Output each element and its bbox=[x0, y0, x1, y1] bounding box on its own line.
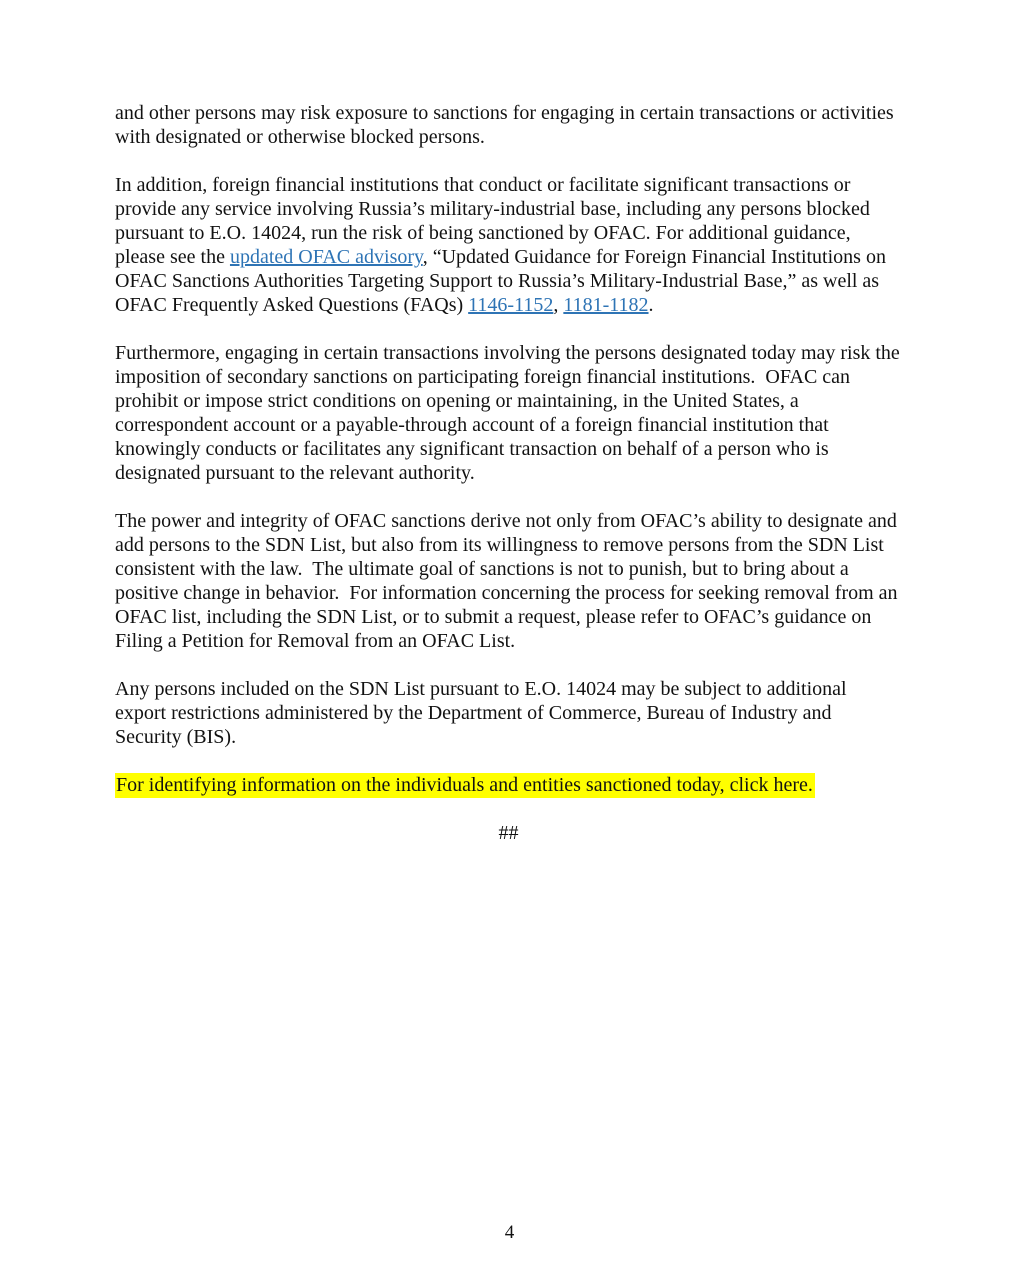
paragraph-sdn-removal: The power and integrity of OFAC sanctions derive not only from OFAC’s ability to designate and add persons to the SDN List, but also from its willingness to remove persons from the SDN List consistent with the law. The ultimate goal of sanctions is not to punish, but to bring about a positive change in behavior. For information concerning the process for seeking removal from an OFAC list, including the SDN List, or to submit a request, please refer to OFAC’s guidance on Filing a Petition for Removal from an OFAC List. bbox=[115, 510, 903, 652]
document-body bbox=[115, 101, 905, 869]
paragraph-secondary-sanctions: Furthermore, engaging in certain transactions involving the persons designated today may risk the imposition of secondary sanctions on participating foreign financial institutions. OFAC can prohibit or impose strict conditions on opening or maintaining, in the United States, a correspondent account or a payable-through account of a foreign financial institution that knowingly conducts or facilitates any significant transaction on behalf of a person who is designated pursuant to the relevant authority. bbox=[115, 342, 905, 484]
page-footer bbox=[0, 1222, 1019, 1244]
paragraph-ffi-guidance bbox=[115, 173, 902, 317]
link-faqs-1146-1152[interactable]: 1146-1152 bbox=[468, 294, 554, 316]
page-number: 4 bbox=[504, 1222, 515, 1243]
paragraph-text: . bbox=[648, 294, 654, 316]
link-updated-ofac-advisory[interactable]: updated OFAC advisory bbox=[229, 246, 423, 268]
paragraph-continuation: and other persons may risk exposure to sanctions for engaging in certain transactions or activities with designated or otherwise blocked persons. bbox=[115, 102, 899, 148]
end-marker: ## bbox=[498, 822, 519, 844]
link-faqs-1181-1182[interactable]: 1181-1182 bbox=[563, 294, 649, 316]
paragraph-text: , “Updated Guidance for Foreign Financial Institutions on OFAC Sanctions Authorities Targeting Support to Russia’s Military-Industrial Base,” as well as OFAC Frequently Asked Questions (FAQs) bbox=[115, 246, 891, 316]
paragraph-text: In addition, foreign financial institutions that conduct or facilitate significant transactions or provide any service involving Russia’s military-industrial base, including any persons blocked pursuant to E.O. 14024, run the risk of being sanctioned by OFAC. For additional guidance, please see the bbox=[115, 174, 875, 268]
highlighted-note bbox=[115, 773, 902, 797]
paragraph-bis-restrictions: Any persons included on the SDN List pursuant to E.O. 14024 may be subject to additional export restrictions administered by the Department of Commerce, Bureau of Industry and Security (BIS). bbox=[115, 678, 852, 748]
highlight-mark: For identifying information on the individuals and entities sanctioned today, click here. bbox=[116, 774, 813, 796]
paragraph-text: , bbox=[553, 294, 564, 316]
